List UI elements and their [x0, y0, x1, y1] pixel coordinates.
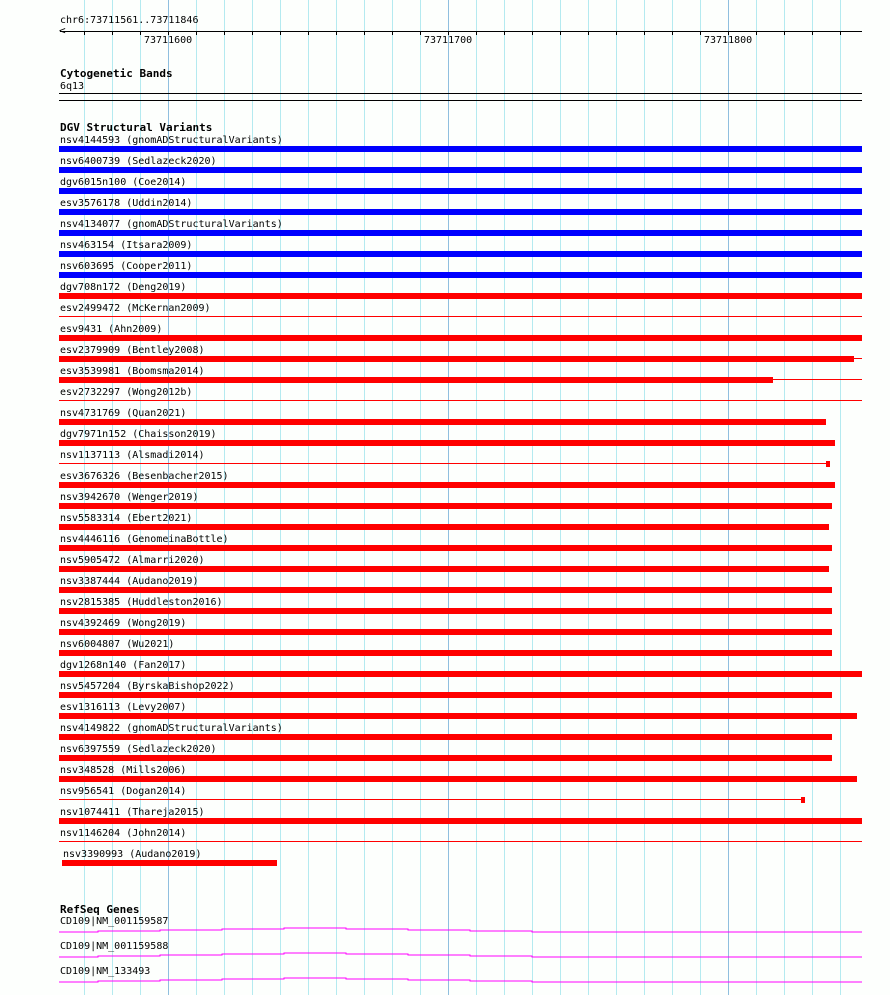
ruler-tick: [644, 31, 645, 35]
gene-model[interactable]: [0, 949, 890, 961]
ruler-tick: [504, 31, 505, 35]
variant-label[interactable]: esv3676326 (Besenbacher2015): [60, 471, 229, 482]
variant-thin-bar[interactable]: [59, 841, 862, 842]
ruler-tick: [448, 31, 449, 35]
ruler-tick: [308, 31, 309, 35]
variant-thin-bar[interactable]: [59, 463, 829, 464]
variant-bar[interactable]: [59, 440, 835, 446]
variant-bar[interactable]: [59, 146, 862, 152]
ruler-tick: [168, 31, 169, 35]
variant-bar[interactable]: [59, 377, 773, 383]
ruler-tick: [364, 31, 365, 35]
variant-label[interactable]: esv1316113 (Levy2007): [60, 702, 187, 713]
variant-label[interactable]: esv2499472 (McKernan2009): [60, 303, 211, 314]
gene-label[interactable]: CD109|NM_001159588: [60, 941, 169, 952]
variant-bar[interactable]: [59, 419, 826, 425]
variant-bar[interactable]: [59, 587, 832, 593]
ruler-tick: [392, 31, 393, 35]
variant-bar[interactable]: [59, 734, 832, 740]
variant-bar[interactable]: [59, 188, 862, 194]
variant-label[interactable]: nsv4134077 (gnomADStructuralVariants): [60, 219, 283, 230]
variant-bar[interactable]: [801, 797, 805, 803]
variant-bar[interactable]: [59, 776, 857, 782]
ruler-tick: [140, 31, 141, 35]
variant-label[interactable]: esv3576178 (Uddin2014): [60, 198, 193, 209]
variant-bar[interactable]: [59, 818, 862, 824]
variant-label[interactable]: dgv1268n140 (Fan2017): [60, 660, 187, 671]
variant-label[interactable]: esv2379909 (Bentley2008): [60, 345, 205, 356]
variant-label[interactable]: nsv6004807 (Wu2021): [60, 639, 175, 650]
variant-label[interactable]: nsv4446116 (GenomeinaBottle): [60, 534, 229, 545]
ruler-tick: [112, 31, 113, 35]
variant-bar[interactable]: [59, 293, 862, 299]
track-divider: [59, 100, 862, 101]
variant-label[interactable]: nsv3390993 (Audano2019): [63, 849, 202, 860]
gene-label[interactable]: CD109|NM_001159587: [60, 916, 169, 927]
gene-model[interactable]: [0, 974, 890, 986]
variant-label[interactable]: nsv4731769 (Quan2021): [60, 408, 187, 419]
variant-label[interactable]: nsv956541 (Dogan2014): [60, 786, 187, 797]
ruler-tick: [420, 31, 421, 35]
ruler-tick: [476, 31, 477, 35]
variant-label[interactable]: nsv4144593 (gnomADStructuralVariants): [60, 135, 283, 146]
variant-bar[interactable]: [59, 608, 832, 614]
variant-label[interactable]: nsv5583314 (Ebert2021): [60, 513, 193, 524]
ruler-tick: [336, 31, 337, 35]
variant-bar[interactable]: [59, 209, 862, 215]
ruler-tick: [84, 31, 85, 35]
gene-line: [59, 928, 862, 932]
ruler-tick: [252, 31, 253, 35]
variant-label[interactable]: nsv1137113 (Alsmadi2014): [60, 450, 205, 461]
variant-label[interactable]: nsv4392469 (Wong2019): [60, 618, 187, 629]
cytoband-label[interactable]: 6q13: [60, 81, 85, 92]
variant-label[interactable]: nsv1146204 (John2014): [60, 828, 187, 839]
variant-bar[interactable]: [59, 629, 832, 635]
gene-line: [59, 978, 862, 982]
variant-label[interactable]: nsv4149822 (gnomADStructuralVariants): [60, 723, 283, 734]
variant-bar[interactable]: [59, 167, 862, 173]
variant-label[interactable]: esv2732297 (Wong2012b): [60, 387, 193, 398]
ruler-tick: [280, 31, 281, 35]
ruler-label-1: 73711600: [144, 35, 193, 46]
variant-label[interactable]: nsv6400739 (Sedlazeck2020): [60, 156, 217, 167]
dgv-track-title: DGV Structural Variants: [60, 121, 213, 134]
variant-label[interactable]: esv3539981 (Boomsma2014): [60, 366, 205, 377]
ruler-tick: [588, 31, 589, 35]
gene-model[interactable]: [0, 924, 890, 936]
ruler-tick: [532, 31, 533, 35]
ruler-tick: [756, 31, 757, 35]
gene-line: [59, 953, 862, 957]
variant-label[interactable]: nsv3387444 (Audano2019): [60, 576, 199, 587]
ruler-tick: [784, 31, 785, 35]
variant-label[interactable]: nsv603695 (Cooper2011): [60, 261, 193, 272]
variant-label[interactable]: nsv1074411 (Thareja2015): [60, 807, 205, 818]
variant-label[interactable]: nsv5905472 (Almarri2020): [60, 555, 205, 566]
refseq-track-title: RefSeq Genes: [60, 903, 140, 916]
variant-bar[interactable]: [59, 566, 829, 572]
variant-bar[interactable]: [59, 230, 862, 236]
ruler-axis: [60, 31, 862, 32]
variant-bar[interactable]: [59, 524, 829, 530]
variant-label[interactable]: nsv348528 (Mills2006): [60, 765, 187, 776]
variant-label[interactable]: nsv6397559 (Sedlazeck2020): [60, 744, 217, 755]
variant-bar[interactable]: [59, 650, 832, 656]
variant-thin-bar[interactable]: [59, 400, 862, 401]
ruler-label-3: 73711800: [704, 35, 753, 46]
variant-label[interactable]: nsv2815385 (Huddleston2016): [60, 597, 223, 608]
cytoband-bar: [59, 93, 862, 94]
variant-bar[interactable]: [59, 335, 862, 341]
variant-thin-bar[interactable]: [59, 316, 862, 317]
ruler-label-2: 73711700: [424, 35, 473, 46]
variant-label[interactable]: nsv5457204 (ByrskaBishop2022): [60, 681, 235, 692]
variant-label[interactable]: dgv7971n152 (Chaisson2019): [60, 429, 217, 440]
ruler-tick: [560, 31, 561, 35]
variant-bar[interactable]: [59, 251, 862, 257]
variant-label[interactable]: dgv6015n100 (Coe2014): [60, 177, 187, 188]
ruler-tick: [728, 31, 729, 35]
ruler-tick: [840, 31, 841, 35]
variant-thin-bar[interactable]: [59, 799, 804, 800]
variant-bar[interactable]: [59, 545, 832, 551]
variant-bar[interactable]: [59, 713, 857, 719]
gene-label[interactable]: CD109|NM_133493: [60, 966, 151, 977]
ruler-tick: [700, 31, 701, 35]
variant-label[interactable]: nsv3942670 (Wenger2019): [60, 492, 199, 503]
variant-bar[interactable]: [59, 671, 862, 677]
variant-bar[interactable]: [59, 482, 835, 488]
variant-bar[interactable]: [62, 860, 278, 866]
ruler-location: chr6:73711561..73711846: [60, 15, 199, 26]
variant-bar[interactable]: [826, 461, 830, 467]
variant-label[interactable]: esv9431 (Ahn2009): [60, 324, 163, 335]
ruler-tick: [196, 31, 197, 35]
ruler-tick: [616, 31, 617, 35]
cytoband-track-title: Cytogenetic Bands: [60, 67, 173, 80]
variant-label[interactable]: dgv708n172 (Deng2019): [60, 282, 187, 293]
variant-bar[interactable]: [59, 755, 832, 761]
variant-bar[interactable]: [59, 503, 832, 509]
variant-bar[interactable]: [59, 356, 854, 362]
ruler-tick: [224, 31, 225, 35]
ruler-tick: [672, 31, 673, 35]
variant-bar[interactable]: [59, 272, 862, 278]
variant-bar[interactable]: [59, 692, 832, 698]
variant-label[interactable]: nsv463154 (Itsara2009): [60, 240, 193, 251]
ruler-tick: [812, 31, 813, 35]
scroll-left-arrow-icon[interactable]: <: [59, 24, 66, 37]
